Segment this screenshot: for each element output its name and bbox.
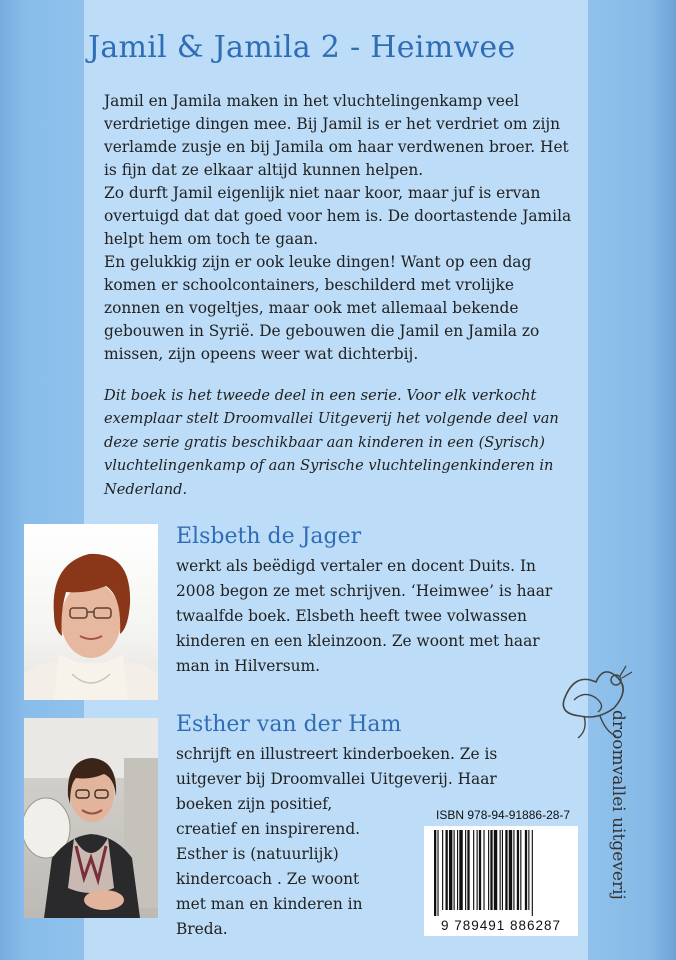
barcode-bar — [446, 830, 448, 910]
barcode-bar — [505, 830, 507, 910]
barcode-bar — [473, 830, 474, 910]
barcode-bar — [477, 830, 478, 910]
barcode-bar — [513, 830, 514, 910]
barcode-bar — [525, 830, 527, 910]
barcode-bar — [502, 830, 503, 910]
description-paragraph: Zo durft Jamil eigenlijk niet naar koor, maar juf is ervan overtuigd dat dat goed voor hem is. De doortastende Jamila helpt hem om toch te gaan. — [104, 184, 572, 248]
bio-line: 2008 begon ze met schrijven. ‘Heimwee’ is haar — [176, 582, 553, 600]
description-paragraph: Jamil en Jamila maken in het vluchtelingenkamp veel verdrietige dingen mee. Bij Jamil is er het verdriet om zijn verlamde zusje en bij Jamila om haar verdwenen broer. Het is fijn dat ze elkaar altijd kunnen helpen. — [104, 92, 569, 179]
book-title: Jamil & Jamila 2 - Heimwee — [88, 30, 516, 65]
book-description — [104, 90, 574, 366]
barcode-bar — [500, 830, 501, 910]
bio-line: Breda. — [176, 920, 228, 938]
bio-line: kindercoach . Ze woont — [176, 870, 360, 888]
barcode-bar — [454, 830, 455, 910]
barcode-bar — [494, 830, 497, 910]
bio-line: boeken zijn positief, — [176, 795, 333, 813]
bio-line: schrijft en illustreert kinderboeken. Ze is — [176, 745, 498, 763]
bio-line: kinderen en een kleinzoon. Ze woont met haar — [176, 632, 540, 650]
barcode-bar — [520, 830, 521, 910]
author-bio-elsbeth — [176, 554, 576, 679]
barcode-bar — [437, 830, 438, 916]
barcode-bar — [532, 830, 533, 916]
author-photo-elsbeth — [24, 524, 158, 700]
author-photo-esther — [24, 718, 158, 918]
barcode-bar — [483, 830, 484, 910]
bio-line: Esther is (natuurlijk) — [176, 845, 339, 863]
barcode-bar — [449, 830, 452, 910]
barcode-bar — [459, 830, 462, 910]
author-name-elsbeth: Elsbeth de Jager — [176, 524, 362, 549]
publisher-logo-icon — [544, 660, 664, 950]
barcode-bar — [467, 830, 469, 910]
barcode-bar — [465, 830, 466, 910]
bio-line: twaalfde boek. Elsbeth heeft twee volwassen — [176, 607, 527, 625]
barcode-bar — [528, 830, 529, 910]
author-name-esther: Esther van der Ham — [176, 712, 402, 737]
series-note: Dit boek is het tweede deel in een serie. Voor elk verkocht exemplaar stelt Droomvallei Uitgeverij het volgende deel van deze serie gratis beschikbaar aan kinderen in een (Syrisch) vluchtelingenkamp of aan Syrische vluchtelingenkinderen in Nederland. — [104, 387, 559, 498]
barcode-digits: 9 789491 886287 — [440, 918, 562, 933]
barcode-bar — [517, 830, 519, 910]
bio-line: man in Hilversum. — [176, 657, 321, 675]
barcode-bar — [509, 830, 512, 910]
barcode-bar — [488, 830, 489, 910]
bio-line: werkt als beëdigd vertaler en docent Duits. In — [176, 557, 536, 575]
bio-line: creatief en inspirerend. — [176, 820, 361, 838]
barcode-bar — [434, 830, 436, 916]
bio-line: met man en kinderen in — [176, 895, 363, 913]
description-paragraph: En gelukkig zijn er ook leuke dingen! Want op een dag komen er schoolcontainers, beschilderd met vrolijke zonnen en vogeltjes, maar ook met allemaal bekende gebouwen in Syrië. De gebouwen die Jamil en Jamila zo missen, zijn opeens weer wat dichterbij. — [104, 253, 540, 363]
barcode-bar — [479, 830, 481, 910]
publisher-name: droomvallei uitgeverij — [608, 710, 628, 900]
barcode-bar — [490, 830, 492, 910]
barcode-bar — [457, 830, 458, 910]
bio-line: uitgever bij Droomvallei Uitgeverij. Haar — [176, 770, 497, 788]
isbn-label: ISBN 978-94-91886-28-7 — [436, 808, 571, 822]
barcode-bar — [442, 830, 443, 910]
